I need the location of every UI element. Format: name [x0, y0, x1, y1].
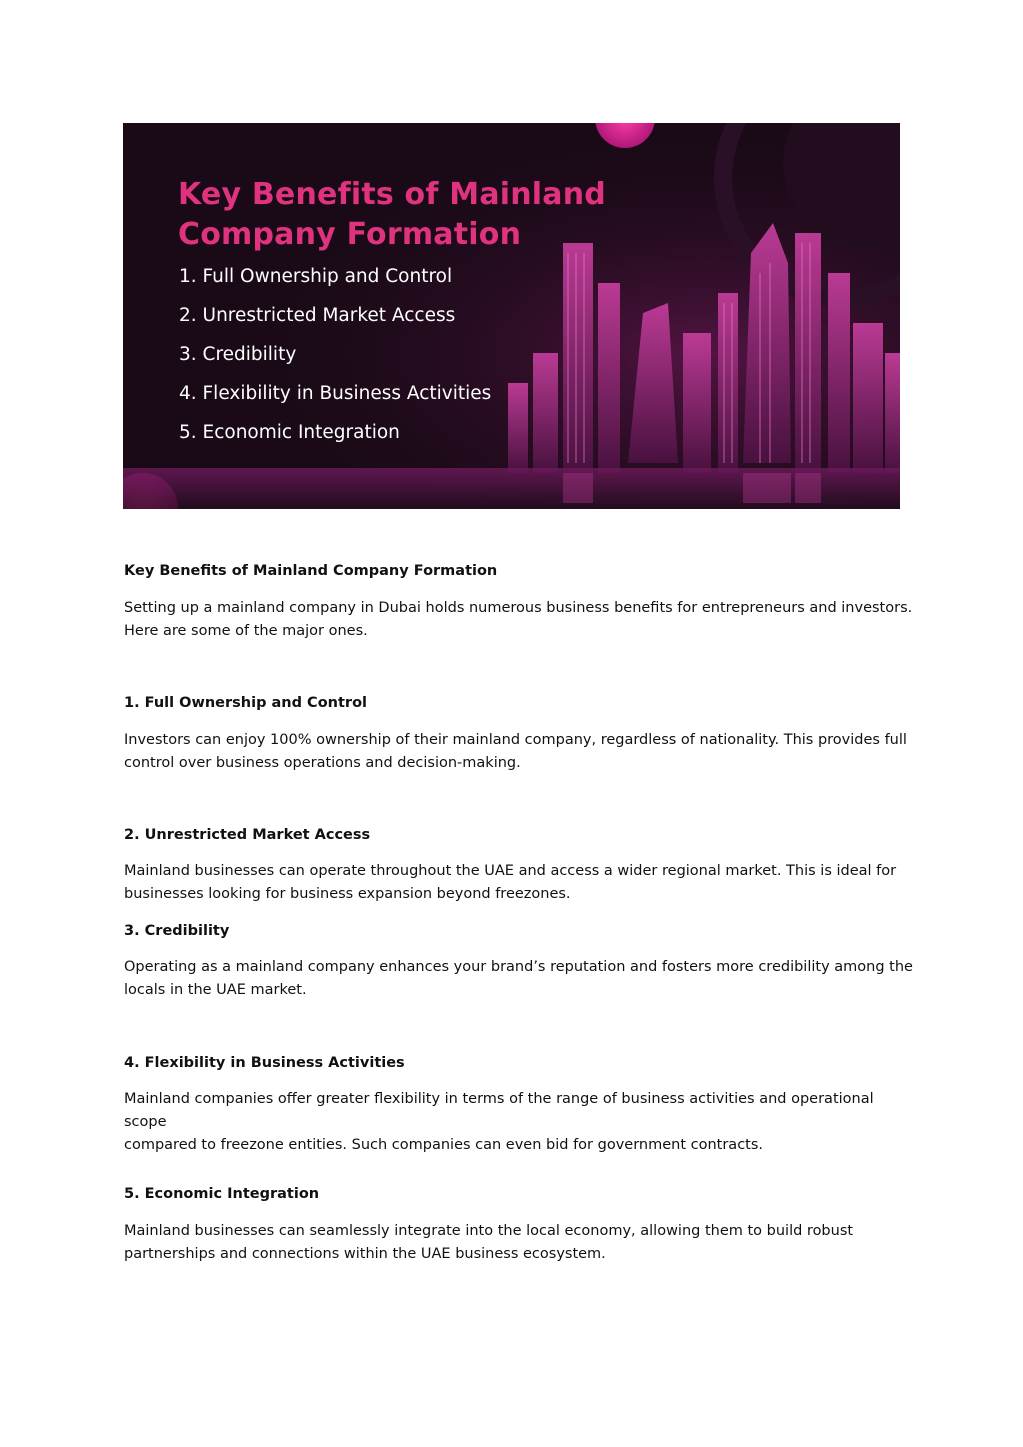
intro-line-1: Setting up a mainland company in Dubai holds numerous business benefits for entrepreneurs and investors.	[124, 600, 913, 616]
section-paragraph-flexibility	[124, 1088, 914, 1157]
banner-list-item: 2. Unrestricted Market Access	[179, 305, 456, 326]
paragraph-line: Mainland businesses can seamlessly integrate into the local economy, allowing them to build robust	[124, 1223, 854, 1239]
banner-list-item: 4. Flexibility in Business Activities	[179, 383, 492, 404]
banner-list-item: 5. Economic Integration	[179, 422, 400, 443]
paragraph-line: locals in the UAE market.	[124, 982, 307, 998]
paragraph-line: Investors can enjoy 100% ownership of their mainland company, regardless of nationality. This provides full	[124, 732, 907, 748]
section-heading-flexibility: 4. Flexibility in Business Activities	[124, 1055, 405, 1071]
section-heading-market-access: 2. Unrestricted Market Access	[124, 827, 371, 843]
section-heading-credibility: 3. Credibility	[124, 923, 230, 939]
banner-title-line-1: Key Benefits of Mainland	[178, 177, 606, 212]
paragraph-line: partnerships and connections within the UAE business ecosystem.	[124, 1246, 606, 1262]
banner-list-item: 1. Full Ownership and Control	[179, 266, 453, 287]
paragraph-line: Operating as a mainland company enhances your brand’s reputation and fosters more credibility among the	[124, 959, 913, 975]
paragraph-line: Mainland businesses can operate throughout the UAE and access a wider regional market. This is ideal for	[124, 863, 897, 879]
intro-line-2: Here are some of the major ones.	[124, 623, 368, 639]
banner-list-item: 3. Credibility	[179, 344, 297, 365]
banner-title-line-2: Company Formation	[178, 217, 522, 252]
paragraph-line: Mainland companies offer greater flexibility in terms of the range of business activities and operational scope	[124, 1091, 874, 1130]
section-paragraph-credibility	[124, 956, 914, 1002]
section-heading-ownership: 1. Full Ownership and Control	[124, 695, 367, 711]
banner-benefit-list	[179, 265, 491, 460]
article-heading: Key Benefits of Mainland Company Formation	[124, 563, 498, 579]
banner-image	[123, 123, 900, 509]
banner-title	[178, 175, 606, 255]
section-heading-economic-integration: 5. Economic Integration	[124, 1186, 320, 1202]
paragraph-line: compared to freezone entities. Such companies can even bid for government contracts.	[124, 1137, 764, 1153]
section-paragraph-market-access	[124, 860, 914, 906]
paragraph-line: businesses looking for business expansion beyond freezones.	[124, 886, 571, 902]
section-paragraph-ownership	[124, 729, 914, 775]
paragraph-line: control over business operations and decision-making.	[124, 755, 521, 771]
section-paragraph-economic-integration	[124, 1220, 914, 1266]
intro-paragraph	[124, 597, 914, 643]
